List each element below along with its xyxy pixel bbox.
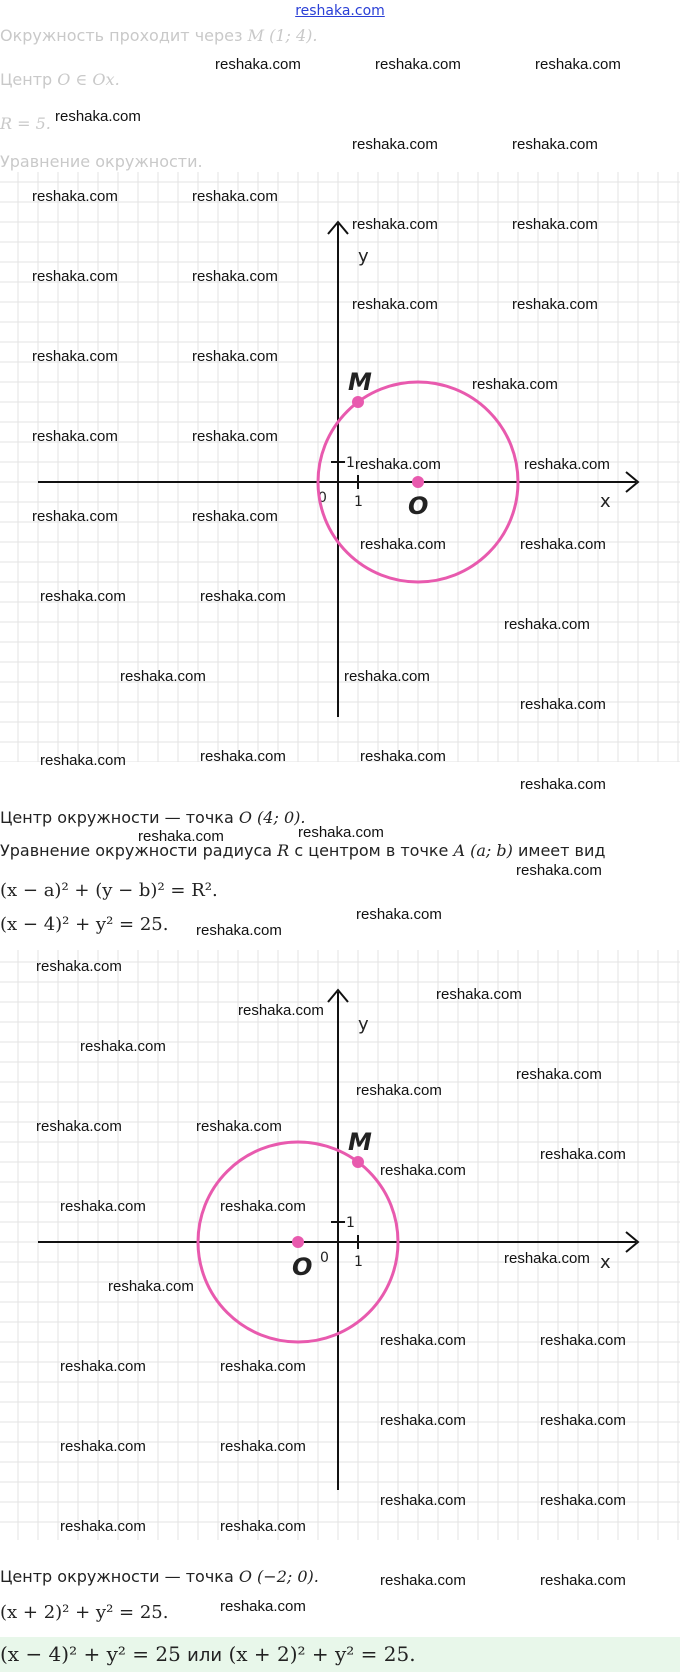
watermark: reshaka.com (380, 1412, 466, 1429)
watermark: reshaka.com (192, 268, 278, 285)
figure-2-point-m (352, 1156, 364, 1168)
watermark: reshaka.com (196, 1118, 282, 1135)
watermark: reshaka.com (192, 428, 278, 445)
watermark: reshaka.com (220, 1598, 306, 1615)
figure-2-x-tick-label: 1 (354, 1254, 363, 1270)
intro-line-2-math: O ∈ Ox. (57, 70, 120, 89)
watermark: reshaka.com (520, 776, 606, 793)
figure-2-center-label: O (292, 1253, 313, 1281)
watermark: reshaka.com (360, 536, 446, 553)
figure-1-center-label: O (408, 492, 429, 520)
figure-2-origin-label: 0 (320, 1250, 329, 1266)
equation-2: (x + 2)² + y² = 25. (0, 1602, 169, 1623)
general-equation-statement (0, 841, 605, 860)
intro-line-3-math: R = 5. (0, 114, 51, 133)
watermark: reshaka.com (220, 1358, 306, 1375)
watermark: reshaka.com (520, 696, 606, 713)
watermark: reshaka.com (375, 56, 461, 73)
watermark: reshaka.com (380, 1492, 466, 1509)
watermark: reshaka.com (60, 1438, 146, 1455)
equation-1: (x − 4)² + y² = 25. (0, 914, 169, 935)
center-statement-1-text: Центр окружности — точка (0, 808, 234, 827)
figure-1-y-label: y (358, 246, 369, 267)
watermark: reshaka.com (512, 216, 598, 233)
figure-1-y-tick-label: 1 (346, 455, 355, 471)
watermark: reshaka.com (436, 986, 522, 1003)
watermark: reshaka.com (220, 1438, 306, 1455)
watermark: reshaka.com (60, 1358, 146, 1375)
watermark: reshaka.com (55, 108, 141, 125)
watermark: reshaka.com (192, 508, 278, 525)
watermark: reshaka.com (540, 1492, 626, 1509)
answer-eq-1: (x − 4)² + y² = 25 (0, 1642, 181, 1666)
watermark: reshaka.com (40, 752, 126, 769)
general-math-a: A (a; b) (453, 841, 513, 860)
figure-2-y-label: y (358, 1014, 369, 1035)
watermark: reshaka.com (535, 56, 621, 73)
figure-1-point-m (352, 396, 364, 408)
watermark: reshaka.com (32, 348, 118, 365)
watermark: reshaka.com (196, 922, 282, 939)
watermark: reshaka.com (356, 1082, 442, 1099)
watermark: reshaka.com (192, 188, 278, 205)
figure-2-center-point (292, 1236, 304, 1248)
watermark: reshaka.com (60, 1518, 146, 1535)
watermark: reshaka.com (120, 668, 206, 685)
watermark: reshaka.com (36, 958, 122, 975)
watermark: reshaka.com (220, 1198, 306, 1215)
figure-2-m-label: M (348, 1128, 372, 1156)
intro-line-1-math: M (1; 4). (247, 26, 318, 45)
watermark: reshaka.com (200, 748, 286, 765)
watermark: reshaka.com (472, 376, 558, 393)
watermark: reshaka.com (352, 136, 438, 153)
watermark: reshaka.com (352, 296, 438, 313)
figure-2-x-label: x (600, 1252, 611, 1273)
watermark: reshaka.com (215, 56, 301, 73)
watermark: reshaka.com (32, 428, 118, 445)
watermark: reshaka.com (520, 536, 606, 553)
center-statement-2 (0, 1567, 319, 1586)
intro-line-3 (0, 114, 51, 133)
figure-1-origin-label: 0 (318, 490, 327, 506)
watermark: reshaka.com (80, 1038, 166, 1055)
watermark: reshaka.com (504, 1250, 590, 1267)
watermark: reshaka.com (32, 508, 118, 525)
watermark: reshaka.com (32, 188, 118, 205)
watermark: reshaka.com (192, 348, 278, 365)
center-statement-2-math: O (−2; 0). (238, 1567, 319, 1586)
figure-1-center-point (412, 476, 424, 488)
figure-1-m-label: M (348, 368, 372, 396)
general-math-r: R (277, 841, 290, 860)
watermark: reshaka.com (298, 824, 384, 841)
watermark: reshaka.com (360, 748, 446, 765)
watermark: reshaka.com (355, 456, 441, 473)
watermark: reshaka.com (352, 216, 438, 233)
center-statement-2-text: Центр окружности — точка (0, 1567, 234, 1586)
watermark: reshaka.com (524, 456, 610, 473)
watermark: reshaka.com (380, 1572, 466, 1589)
watermark: reshaka.com (540, 1412, 626, 1429)
intro-line-2 (0, 70, 120, 89)
watermark: reshaka.com (516, 862, 602, 879)
watermark: reshaka.com (200, 588, 286, 605)
intro-line-4 (0, 152, 203, 171)
watermark: reshaka.com (380, 1162, 466, 1179)
watermark: reshaka.com (60, 1198, 146, 1215)
center-statement-1 (0, 808, 305, 827)
general-formula: (x − a)² + (y − b)² = R². (0, 880, 218, 901)
figure-1-x-tick-label: 1 (354, 494, 363, 510)
figure-1-x-label: x (600, 491, 611, 512)
watermark: reshaka.com (36, 1118, 122, 1135)
watermark: reshaka.com (540, 1572, 626, 1589)
intro-line-1-text: Окружность проходит через (0, 26, 243, 45)
watermark: reshaka.com (238, 1002, 324, 1019)
watermark: reshaka.com (138, 828, 224, 845)
watermark: reshaka.com (220, 1518, 306, 1535)
site-link[interactable]: reshaka.com (295, 3, 385, 19)
answer-eq-2: (x + 2)² + y² = 25. (228, 1642, 416, 1666)
general-text-b: с центром в точке (294, 841, 449, 860)
watermark: reshaka.com (540, 1146, 626, 1163)
site-header (0, 0, 680, 22)
answer-or: или (187, 1645, 223, 1666)
watermark: reshaka.com (380, 1332, 466, 1349)
watermark: reshaka.com (40, 588, 126, 605)
general-text-a: Уравнение окружности радиуса (0, 841, 273, 860)
answer-box (0, 1637, 680, 1672)
intro-line-1 (0, 26, 317, 45)
watermark: reshaka.com (32, 268, 118, 285)
watermark: reshaka.com (512, 296, 598, 313)
watermark: reshaka.com (108, 1278, 194, 1295)
watermark: reshaka.com (512, 136, 598, 153)
watermark: reshaka.com (504, 616, 590, 633)
intro-line-2-text: Центр (0, 70, 53, 89)
watermark: reshaka.com (356, 906, 442, 923)
general-text-c: имеет вид (517, 841, 606, 860)
watermark: reshaka.com (516, 1066, 602, 1083)
figure-2-y-tick-label: 1 (346, 1215, 355, 1231)
intro-line-4-text: Уравнение окружности. (0, 152, 203, 171)
watermark: reshaka.com (540, 1332, 626, 1349)
center-statement-1-math: O (4; 0). (238, 808, 306, 827)
watermark: reshaka.com (344, 668, 430, 685)
